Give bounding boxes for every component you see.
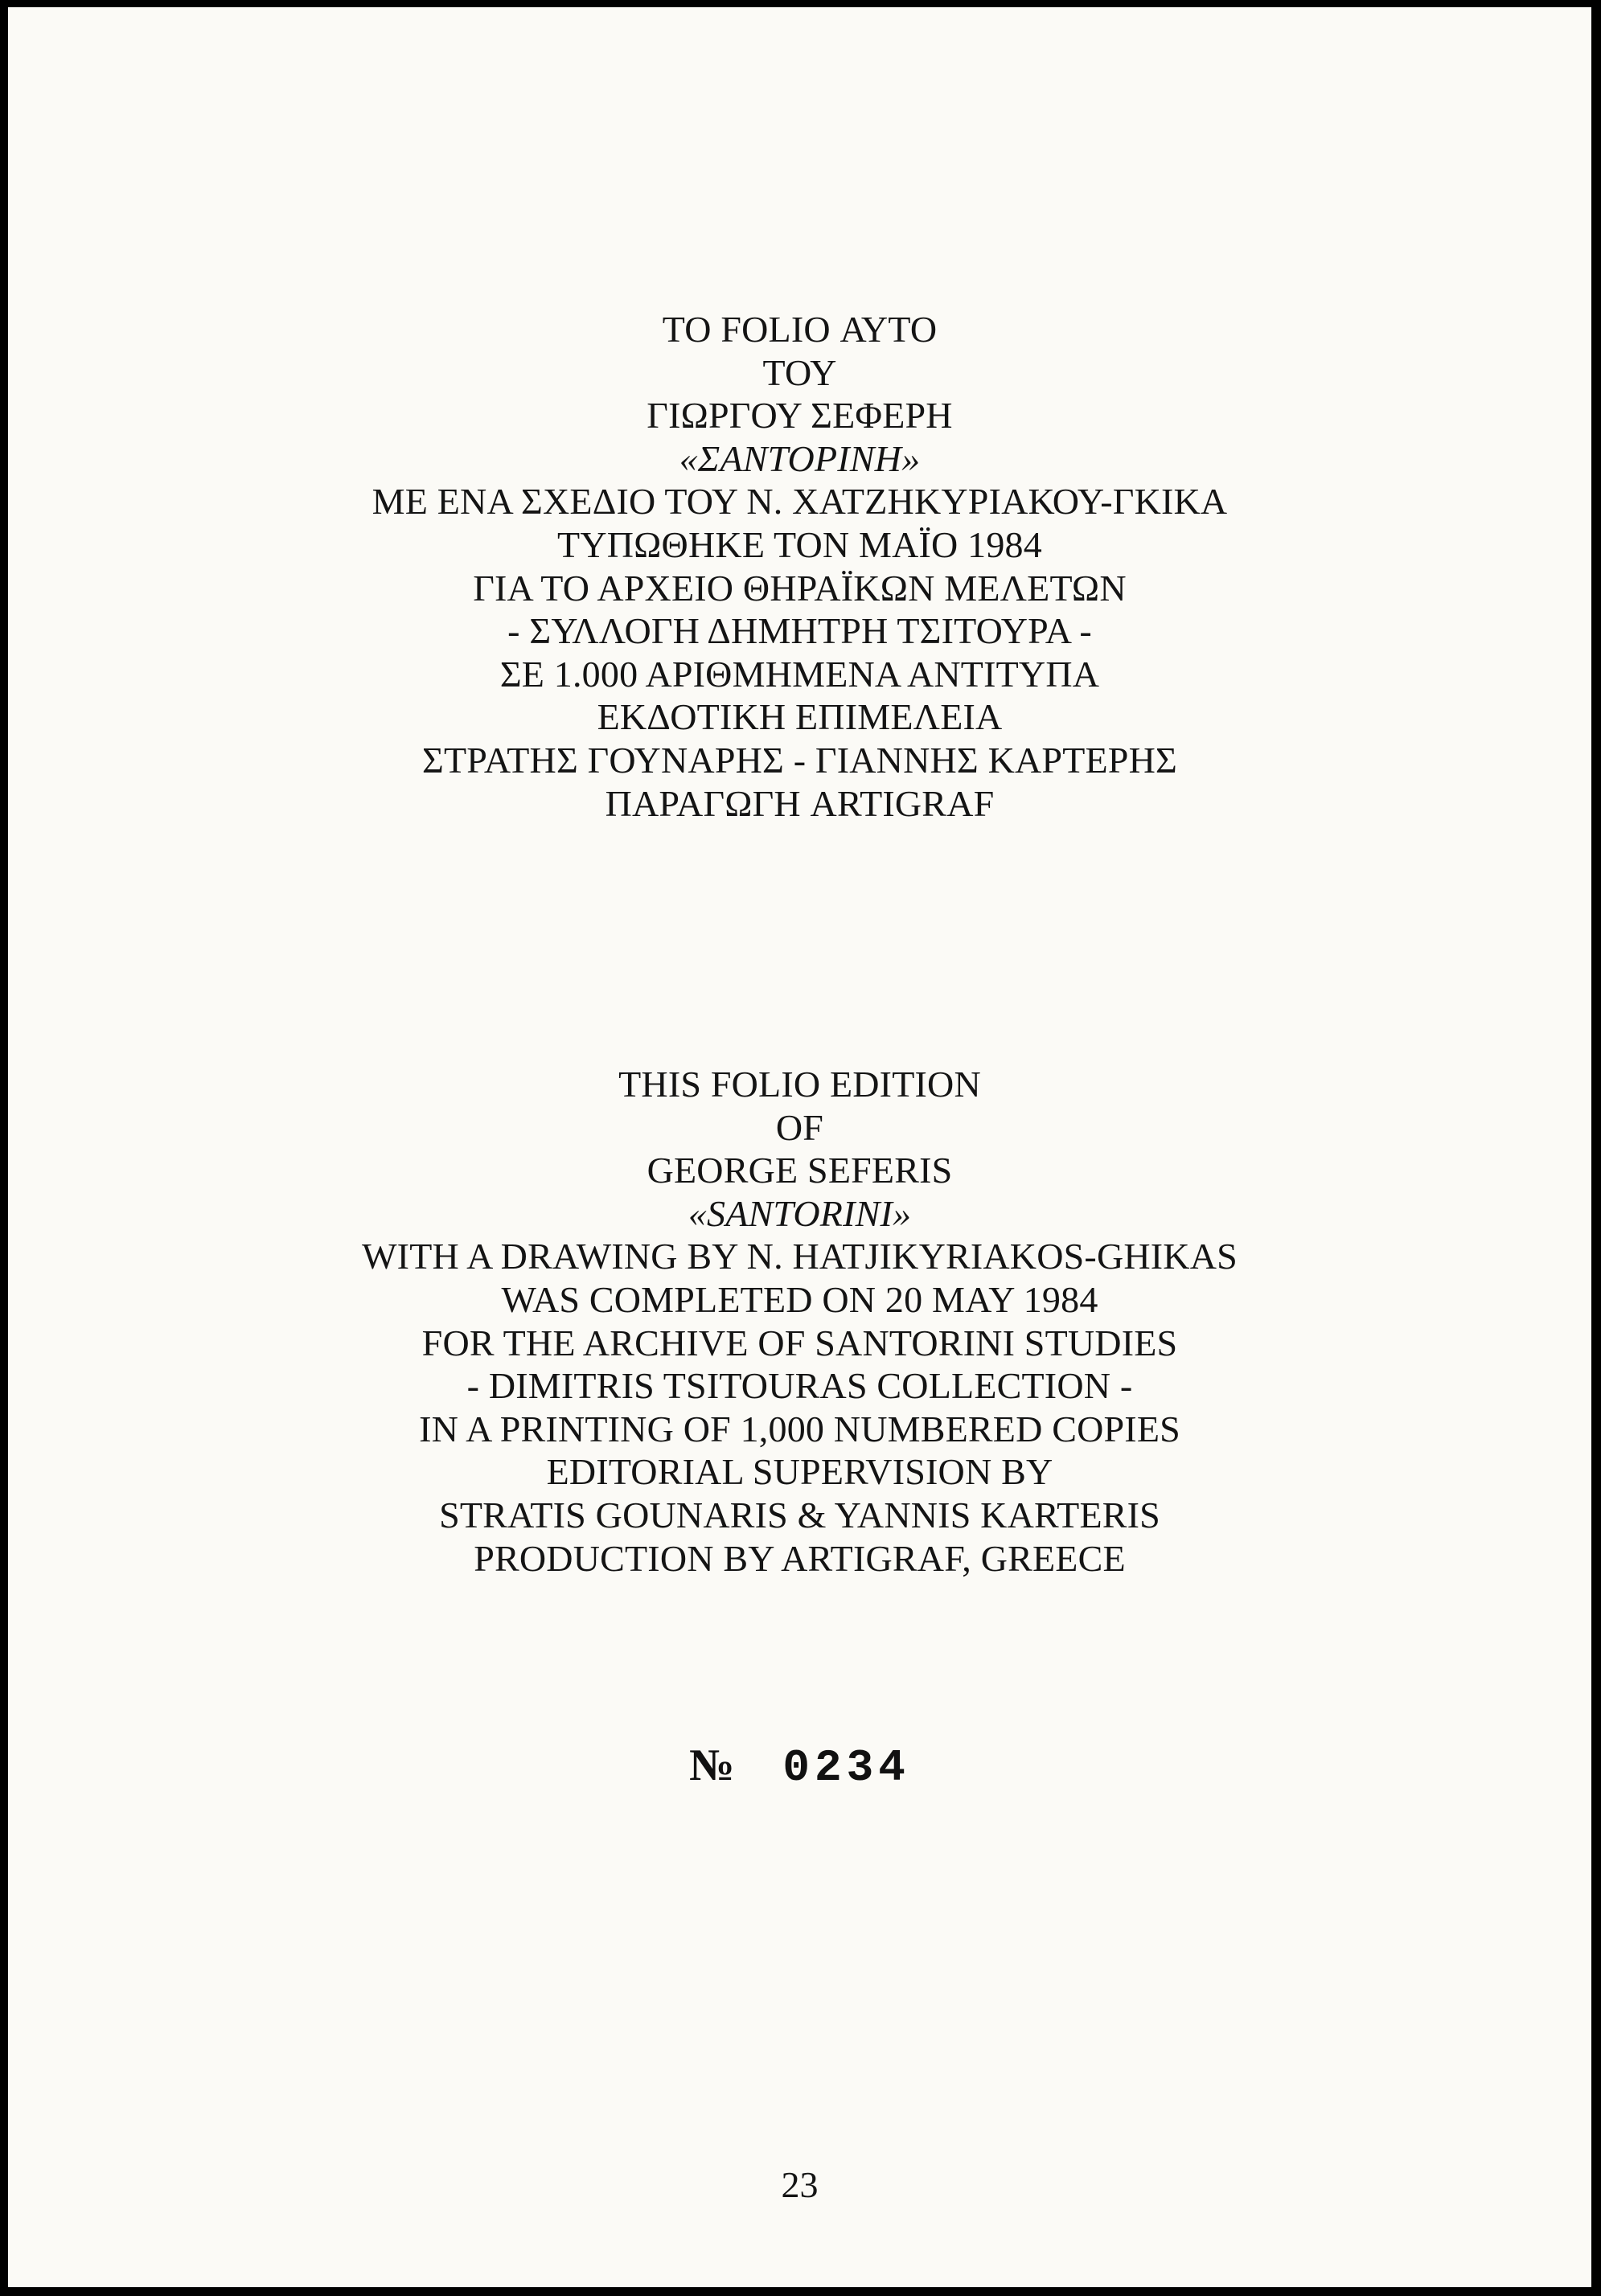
colophon-line: ΠΑΡΑΓΩΓΗ ARTIGRAF [605,782,995,824]
colophon-greek [8,308,1591,825]
colophon-line: WAS COMPLETED ON 20 MAY 1984 [501,1278,1098,1320]
colophon-line: ΣΤΡΑΤΗΣ ΓΟΥΝΑΡΗΣ - ΓΙΑΝΝΗΣ ΚΑΡΤΕΡΗΣ [422,739,1177,781]
colophon-line: ΤΟΥ [762,351,837,393]
colophon-line: ΜΕ ΕΝΑ ΣΧΕΔΙΟ ΤΟΥ Ν. ΧΑΤΖΗΚΥΡΙΑΚΟΥ-ΓΚΙΚΑ [372,481,1228,523]
colophon-line: ΤΥΠΩΘΗΚΕ ΤΟΝ ΜΑΪΟ 1984 [557,523,1042,565]
colophon-line: - DIMITRIS TSITOURAS COLLECTION - [466,1365,1133,1407]
colophon-line: PRODUCTION BY ARTIGRAF, GREECE [474,1537,1126,1579]
page-number: 23 [781,2164,819,2205]
colophon-line: ΣΕ 1.000 ΑΡΙΘΜΗΜΕΝΑ ΑΝΤΙΤΥΠΑ [499,653,1100,695]
colophon-line: ΓΙΑ ΤΟ ΑΡΧΕΙΟ ΘΗΡΑΪΚΩΝ ΜΕΛΕΤΩΝ [473,567,1127,609]
copy-number-symbol: № [689,1740,735,1790]
colophon-line: ΕΚΔΟΤΙΚΗ ΕΠΙΜΕΛΕΙΑ [597,696,1003,738]
page-sheet [8,7,1591,2287]
colophon-line: STRATIS GOUNARIS & YANNIS KARTERIS [439,1494,1160,1535]
colophon-line: ΤΟ FOLIO ΑΥΤΟ [662,309,938,350]
colophon-line: OF [775,1106,824,1148]
colophon-line: GEORGE SEFERIS [647,1150,953,1191]
colophon-line: - ΣΥΛΛΟΓΗ ΔΗΜΗΤΡΗ ΤΣΙΤΟΥΡΑ - [507,610,1092,652]
colophon-line: «SANTORINI» [688,1192,912,1234]
copy-number [8,1740,1591,1794]
colophon-line: «ΣΑΝΤΟΡΙΝΗ» [679,437,921,479]
copy-number-value: 0234 [782,1742,910,1794]
colophon-line: ΓΙΩΡΓΟΥ ΣΕΦΕΡΗ [647,395,953,437]
colophon-line: EDITORIAL SUPERVISION BY [546,1451,1053,1493]
colophon-english [8,1063,1591,1580]
colophon-line: FOR THE ARCHIVE OF SANTORINI STUDIES [421,1322,1178,1363]
colophon-line: IN A PRINTING OF 1,000 NUMBERED COPIES [419,1408,1180,1449]
colophon-line: THIS FOLIO EDITION [618,1064,981,1105]
colophon-line: WITH A DRAWING BY N. HATJIKYRIAKOS-GHIKAS [362,1236,1238,1277]
